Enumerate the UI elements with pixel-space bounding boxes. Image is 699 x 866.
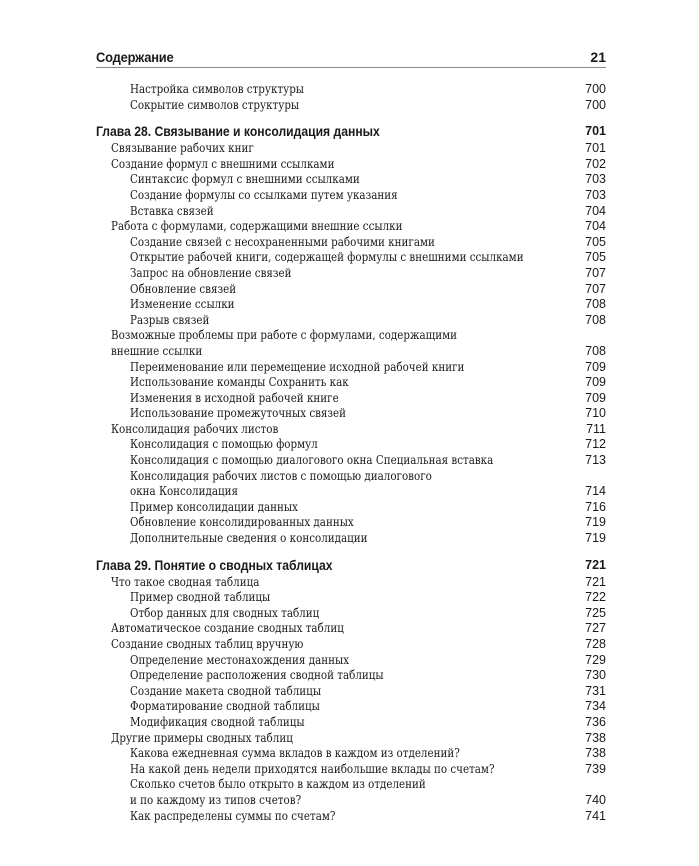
toc-entry[interactable] <box>96 344 606 360</box>
toc-entry-title: окна Консолидация <box>130 484 239 499</box>
toc-entry-title: и по каждому из типов счетов? <box>130 792 302 807</box>
toc-entry[interactable] <box>96 235 606 251</box>
toc-entry-title: Запрос на обновление связей <box>130 265 292 280</box>
toc-entry-title: Как распределены суммы по счетам? <box>130 808 336 823</box>
toc-page-number: 701 <box>585 141 606 156</box>
toc-entry-title: Глава 29. Понятие о сводных таблицах <box>96 557 333 573</box>
toc-entry[interactable] <box>96 531 606 547</box>
toc-entry-title: Пример сводной таблицы <box>130 590 271 605</box>
toc-entry-title: Другие примеры сводных таблиц <box>111 730 293 745</box>
toc-entry[interactable] <box>96 297 606 313</box>
toc-entry[interactable] <box>96 282 606 298</box>
toc-entry-title: Использование промежуточных связей <box>130 406 347 421</box>
toc-entry[interactable] <box>96 98 606 114</box>
toc-page-number: 730 <box>585 668 606 683</box>
toc-page-number: 729 <box>585 652 606 667</box>
toc-page-number: 703 <box>585 172 606 187</box>
toc-page-number: 708 <box>585 343 606 358</box>
toc-entry[interactable] <box>96 500 606 516</box>
toc-entry-title: Настройка символов структуры <box>130 82 305 96</box>
toc-entry[interactable] <box>96 391 606 407</box>
toc-entry-title: Форматирование сводной таблицы <box>130 699 320 714</box>
toc-entry[interactable] <box>96 715 606 731</box>
toc-entry-title: Изменения в исходной рабочей книге <box>130 390 339 405</box>
toc-page-number: 741 <box>585 808 606 823</box>
toc-entry[interactable] <box>96 453 606 469</box>
toc-page-number: 709 <box>585 375 606 390</box>
toc-entry-title: Открытие рабочей книги, содержащей формулы с внешними ссылками <box>130 250 524 265</box>
running-header <box>96 47 606 68</box>
toc-entry-title: Определение местонахождения данных <box>130 652 350 667</box>
header-page-number: 21 <box>590 49 606 65</box>
toc-entry-title: Отбор данных для сводных таблиц <box>130 605 320 620</box>
toc-entry-title: Обновление консолидированных данных <box>130 515 354 530</box>
toc-page-number: 728 <box>585 637 606 651</box>
toc-entry-title: Какова ежедневная сумма вкладов в каждом из отделений? <box>130 746 460 761</box>
toc-entry[interactable] <box>96 469 606 485</box>
toc-entry[interactable] <box>96 621 606 637</box>
toc-page-number: 709 <box>585 390 606 405</box>
toc-entry[interactable] <box>96 141 606 157</box>
toc-entry[interactable] <box>96 637 606 653</box>
toc-entry-title: Дополнительные сведения о консолидации <box>130 531 368 546</box>
toc-page-number: 707 <box>585 265 606 280</box>
toc-entry-title: Консолидация рабочих листов с помощью диалогового <box>130 468 432 483</box>
toc-page-number: 722 <box>585 590 606 605</box>
toc-entry[interactable] <box>96 422 606 438</box>
toc-entry-title: Возможные проблемы при работе с формулами, содержащими <box>111 328 457 343</box>
toc-entry[interactable] <box>96 250 606 266</box>
toc-entry-title: Синтаксис формул с внешними ссылками <box>130 172 360 187</box>
toc-page-number: 721 <box>585 557 606 572</box>
toc-page-number: 704 <box>585 203 606 218</box>
toc-entry-title: Консолидация с помощью диалогового окна Специальная вставка <box>130 453 494 468</box>
toc-entry[interactable] <box>96 266 606 282</box>
toc-entry-title: Глава 28. Связывание и консолидация данных <box>96 124 380 140</box>
toc-page-number: 711 <box>586 421 606 436</box>
toc-page-number: 734 <box>585 699 606 714</box>
toc-entry-title: Создание формулы со ссылками путем указания <box>130 187 398 202</box>
toc-page-number: 705 <box>585 250 606 265</box>
toc-entry-title: Определение расположения сводной таблицы <box>130 668 384 683</box>
toc-entry[interactable] <box>96 777 606 793</box>
toc-entry[interactable] <box>96 172 606 188</box>
toc-entry[interactable] <box>96 219 606 235</box>
toc-entry-title: Разрыв связей <box>130 312 210 327</box>
toc-entry[interactable] <box>96 360 606 376</box>
header-title: Содержание <box>96 49 174 65</box>
toc-page-number: 731 <box>585 683 606 698</box>
toc-entry[interactable] <box>96 668 606 684</box>
toc-entry-title: Изменение ссылки <box>130 297 235 312</box>
toc-entry[interactable] <box>96 328 606 344</box>
toc-entry[interactable] <box>96 313 606 329</box>
toc-entry-title: Обновление связей <box>130 281 237 296</box>
toc-entry[interactable] <box>96 809 606 825</box>
toc-page-number: 700 <box>585 97 606 112</box>
toc-entry[interactable] <box>96 699 606 715</box>
toc-page-number: 738 <box>585 746 606 761</box>
toc-page-number: 739 <box>585 761 606 776</box>
toc-entry-title: Связывание рабочих книг <box>111 141 254 156</box>
toc-entry-title: Консолидация с помощью формул <box>130 437 318 452</box>
toc-chapter[interactable] <box>96 556 606 575</box>
toc-entry-title: Создание формул с внешними ссылками <box>111 156 335 171</box>
toc-page-number: 709 <box>585 359 606 374</box>
toc-chapter[interactable] <box>96 122 606 141</box>
toc-entry-title: Переименование или перемещение исходной рабочей книги <box>130 359 465 374</box>
toc-entry[interactable] <box>96 606 606 622</box>
toc-page-number: 727 <box>585 621 606 636</box>
toc-entry-title: Создание сводных таблиц вручную <box>111 637 304 651</box>
toc-entry-title: Использование команды Сохранить как <box>130 375 349 390</box>
toc-entry[interactable] <box>96 590 606 606</box>
toc-page-number: 736 <box>585 714 606 729</box>
toc-page-number: 714 <box>585 484 606 499</box>
toc-entry-title: На какой день недели приходятся наибольшие вклады по счетам? <box>130 761 495 776</box>
toc-entry-title: Работа с формулами, содержащими внешние ссылки <box>111 219 403 234</box>
toc-entry-title: Что такое сводная таблица <box>111 574 260 589</box>
toc-entry[interactable] <box>96 204 606 220</box>
toc-page-number: 713 <box>585 453 606 468</box>
toc-page-number: 707 <box>585 281 606 296</box>
toc-page-number: 738 <box>585 730 606 745</box>
toc-entry-title: Сокрытие символов структуры <box>130 97 300 112</box>
toc-entry[interactable] <box>96 157 606 173</box>
toc-entry-title: Сколько счетов было открыто в каждом из отделений <box>130 777 426 792</box>
toc-page-number: 712 <box>585 437 606 452</box>
toc-page-number: 701 <box>585 124 606 139</box>
toc-entry[interactable] <box>96 575 606 591</box>
toc-entry[interactable] <box>96 82 606 98</box>
toc-entry[interactable] <box>96 746 606 762</box>
toc-entry-title: Автоматическое создание сводных таблиц <box>111 621 344 636</box>
toc-page-number: 740 <box>585 792 606 807</box>
toc-entry-title: Создание связей с несохраненными рабочими книгами <box>130 234 435 249</box>
toc-entry[interactable] <box>96 437 606 453</box>
toc-page-number: 704 <box>585 219 606 234</box>
toc-page-number: 725 <box>585 605 606 620</box>
toc-entry[interactable] <box>96 406 606 422</box>
toc-page-number: 716 <box>585 499 606 514</box>
toc-entry-title: Создание макета сводной таблицы <box>130 683 322 698</box>
toc-entry-title: внешние ссылки <box>111 343 203 358</box>
toc-entry[interactable] <box>96 731 606 747</box>
chapter-gap <box>96 113 606 120</box>
toc-page-number: 708 <box>585 312 606 327</box>
toc-page-number: 703 <box>585 187 606 202</box>
toc-entry[interactable] <box>96 684 606 700</box>
toc-page-number: 705 <box>585 234 606 249</box>
toc-entry-title: Модификация сводной таблицы <box>130 714 305 729</box>
toc-entry[interactable] <box>96 793 606 809</box>
toc-page-number: 721 <box>585 574 606 589</box>
toc-entry-title: Вставка связей <box>130 203 214 218</box>
toc-entry-title: Консолидация рабочих листов <box>111 421 279 436</box>
toc-page-number: 700 <box>585 82 606 96</box>
toc-entry[interactable] <box>96 375 606 391</box>
toc-entry-title: Пример консолидации данных <box>130 499 298 514</box>
toc-page-number: 719 <box>585 531 606 546</box>
toc-entry[interactable] <box>96 188 606 204</box>
toc-page-number: 710 <box>585 406 606 421</box>
table-of-contents <box>96 82 606 824</box>
toc-page-number: 708 <box>585 297 606 312</box>
toc-entry[interactable] <box>96 515 606 531</box>
toc-page-number: 702 <box>585 156 606 171</box>
toc-entry[interactable] <box>96 762 606 778</box>
toc-entry[interactable] <box>96 484 606 500</box>
toc-page-number: 719 <box>585 515 606 530</box>
chapter-gap <box>96 547 606 554</box>
toc-entry[interactable] <box>96 653 606 669</box>
